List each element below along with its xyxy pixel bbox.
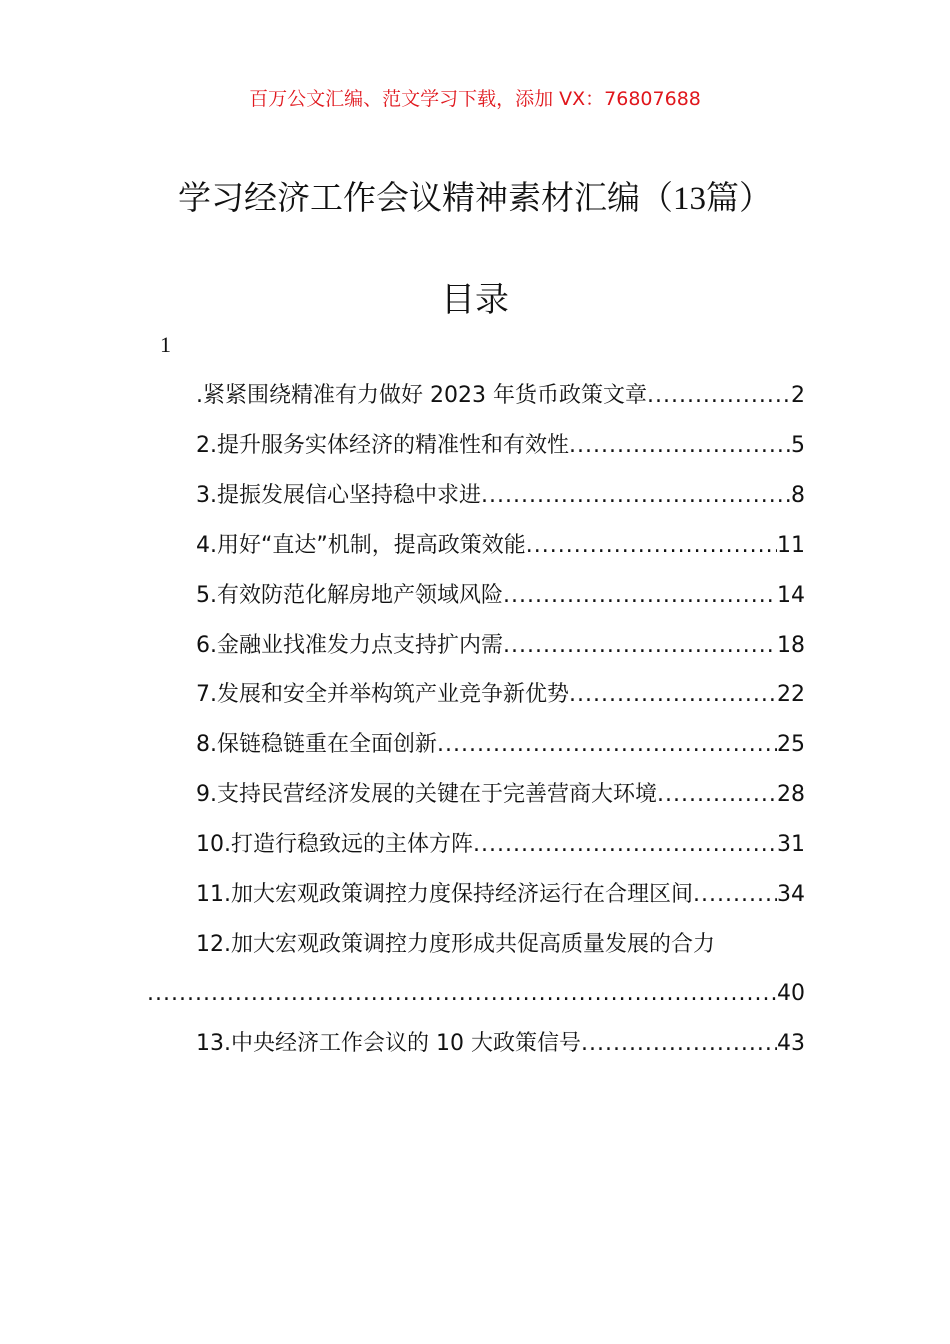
toc-entry-label: 11.加大宏观政策调控力度保持经济运行在合理区间 [196, 882, 693, 907]
toc-entry-page: 11 [777, 533, 805, 558]
toc-entry-1[interactable] [196, 378, 805, 414]
toc-entry-page: 8 [791, 483, 805, 508]
toc-dot-leader [569, 677, 777, 713]
toc-entry-label: 2.提升服务实体经济的精准性和有效性 [196, 433, 569, 458]
toc-entry-12-continuation[interactable] [147, 976, 805, 1012]
toc-entry-label: 6.金融业找准发力点支持扩内需 [196, 633, 503, 658]
toc-entry-label: 10.打造行稳致远的主体方阵 [196, 832, 473, 857]
toc-dot-leader [473, 827, 777, 863]
toc-entry-label: 12.加大宏观政策调控力度形成共促高质量发展的合力 [196, 932, 715, 957]
toc-entry-page: 2 [791, 383, 805, 408]
toc-dot-leader [526, 528, 777, 564]
toc-entry-12[interactable] [196, 927, 805, 963]
toc-entry-label: 5.有效防范化解房地产领域风险 [196, 583, 503, 608]
title-count: 13 [673, 181, 706, 217]
toc-dot-leader [569, 428, 791, 464]
toc-entry-page: 28 [777, 782, 805, 807]
toc-entry-3[interactable] [196, 478, 805, 514]
toc-entry-page: 22 [777, 682, 805, 707]
toc-entry-5[interactable] [196, 578, 805, 614]
toc-entry-4[interactable] [196, 528, 805, 564]
toc-entry-page: 34 [777, 882, 805, 907]
toc-entry-6[interactable] [196, 628, 805, 664]
toc-dot-leader [147, 976, 777, 1012]
watermark-banner: 百万公文汇编、范文学习下载，添加 VX：76807688 [249, 88, 701, 110]
toc-dot-leader [481, 478, 791, 514]
toc-entry-page: 40 [777, 981, 805, 1006]
toc-entry-7[interactable] [196, 677, 805, 713]
toc-dot-leader [657, 777, 777, 813]
toc-entry-page: 18 [777, 633, 805, 658]
toc-entry-label: .紧紧围绕精准有力做好 2023 年货币政策文章 [196, 383, 647, 408]
document-title [0, 172, 950, 219]
toc-entry-8[interactable] [196, 727, 805, 763]
toc-dot-leader [503, 578, 777, 614]
toc-entry-2[interactable] [196, 428, 805, 464]
toc-entry-page: 14 [777, 583, 805, 608]
toc-entry-page: 43 [777, 1031, 805, 1056]
toc-entry-page: 31 [777, 832, 805, 857]
toc-list-marker: 1 [160, 332, 171, 357]
toc-entry-label: 7.发展和安全并举构筑产业竞争新优势 [196, 682, 569, 707]
title-main: 学习经济工作会议精神素材汇编（ [178, 178, 673, 217]
title-tail: 篇） [706, 178, 772, 217]
toc-entry-label: 9.支持民营经济发展的关键在于完善营商大环境 [196, 782, 657, 807]
toc-dot-leader [503, 628, 777, 664]
toc-entry-page: 25 [777, 732, 805, 757]
toc-entry-label: 13.中央经济工作会议的 10 大政策信号 [196, 1031, 581, 1056]
toc-entry-label: 3.提振发展信心坚持稳中求进 [196, 483, 481, 508]
toc-dot-leader [437, 727, 777, 763]
toc-entry-13[interactable] [196, 1026, 805, 1062]
toc-entry-10[interactable] [196, 827, 805, 863]
toc-entry-label: 8.保链稳链重在全面创新 [196, 732, 437, 757]
toc-entry-label: 4.用好“直达”机制，提高政策效能 [196, 533, 526, 558]
toc-dot-leader [693, 877, 777, 913]
toc-dot-leader [647, 378, 791, 414]
toc-dot-leader [581, 1026, 777, 1062]
toc-entry-11[interactable] [196, 877, 805, 913]
toc-heading: 目录 [441, 280, 509, 320]
toc-entry-page: 5 [791, 433, 805, 458]
toc-entry-9[interactable] [196, 777, 805, 813]
